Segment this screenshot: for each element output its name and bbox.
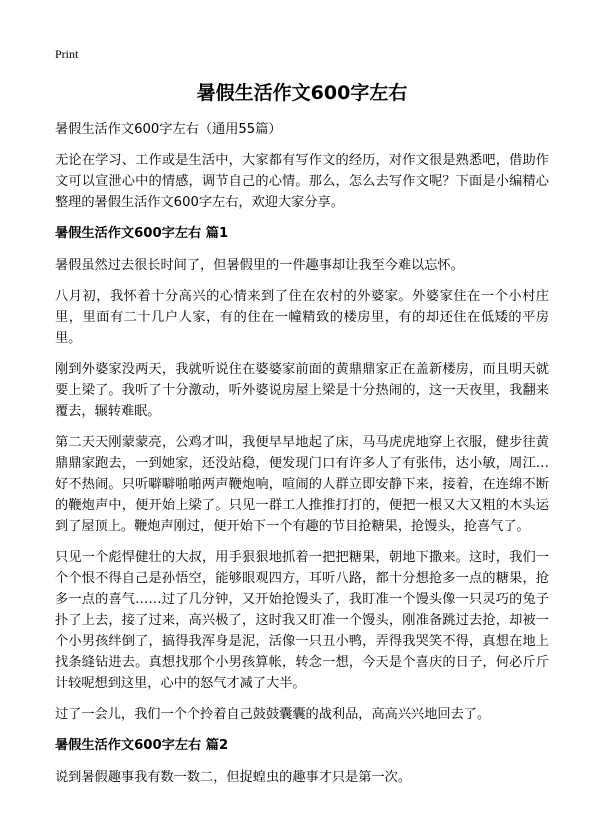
print-link[interactable]: Print: [55, 47, 79, 61]
section-heading-2: 暑假生活作文600字左右 篇2: [55, 738, 229, 753]
page-title: 暑假生活作文600字左右: [196, 82, 408, 104]
section-1-paragraph-5: 只见一个彪悍健壮的大叔，用手狠狠地抓着一把把糖果，朝地下撒来。这时，我们一个个恨不得自己是孙悟空，能够眼观四方，耳听八路，都十分想抢多一点的糖果，抢多一点的喜气……过了几分钟，又开始抢馒头了，我盯准一个馒头像一只灵巧的兔子扑了上去，接了过来，高兴极了，这时我又盯准一个馒头，刚准备跳过去抢，却被一个小男孩绊倒了，搞得我浑身是泥，活像一只丑小鸭，弄得我哭笑不得，真想在地上找条缝钻进去。真想找那个小男孩算帐，转念一想，今天是个喜庆的日子，何必斤斤计较呢想到这里，心中的怒气才减了大半。: [55, 550, 549, 691]
article-body: [55, 119, 549, 798]
intro-paragraph: 无论在学习、工作或是生活中，大家都有写作文的经历，对作文很是熟悉吧，借助作文可以宣泄心中的情感，调节自己的心情。那么，怎么去写作文呢？下面是小编精心整理的暑假生活作文600字左右，欢迎大家分享。: [55, 153, 549, 210]
section-1-paragraph-1: 暑假虽然过去很长时间了，但暑假里的一件趣事却让我至今难以忘怀。: [55, 258, 464, 273]
article-subtitle: 暑假生活作文600字左右（通用55篇）: [55, 122, 282, 137]
section-1-paragraph-4: 第二天天刚蒙蒙亮，公鸡才叫，我便早早地起了床，马马虎虎地穿上衣服，健步往黄鼎鼎家跑去，一到她家，还没站稳，便发现门口有许多人了有张伟，达小敏，周江…好不热闹。只听噼噼啪啪两声鞭炮响，喧闹的人群立即安静下来，接着，在连绵不断的鞭炮声中，便开始上梁了。只见一群工人推推打打的，便把一根又大又粗的木头运到了屋顶上。鞭炮声刚过，便开始下一个有趣的节目抢糖果，抢馒头，抢喜气了。: [55, 435, 549, 534]
section-heading-1: 暑假生活作文600字左右 篇1: [55, 226, 229, 241]
section-1-paragraph-6: 过了一会儿，我们一个个拎着自己鼓鼓囊囊的战利品，高高兴兴地回去了。: [55, 707, 491, 722]
section-1-paragraph-3: 刚到外婆家没两天，我就听说住在婆婆家前面的黄鼎鼎家正在盖新楼房，而且明天就要上梁了。我听了十分激动，听外婆说房屋上梁是十分热闹的，这一天夜里，我翻来覆去，辗转难眠。: [55, 362, 549, 419]
section-1-paragraph-2: 八月初，我怀着十分高兴的心情来到了住在农村的外婆家。外婆家住在一个小村庄里，里面有二十几户人家，有的住在一幢精致的楼房里，有的却还住在低矮的平房里。: [55, 289, 549, 346]
section-2-paragraph-1: 说到暑假趣事我有数一数二，但捉蝗虫的趣事才只是第一次。: [55, 770, 412, 785]
